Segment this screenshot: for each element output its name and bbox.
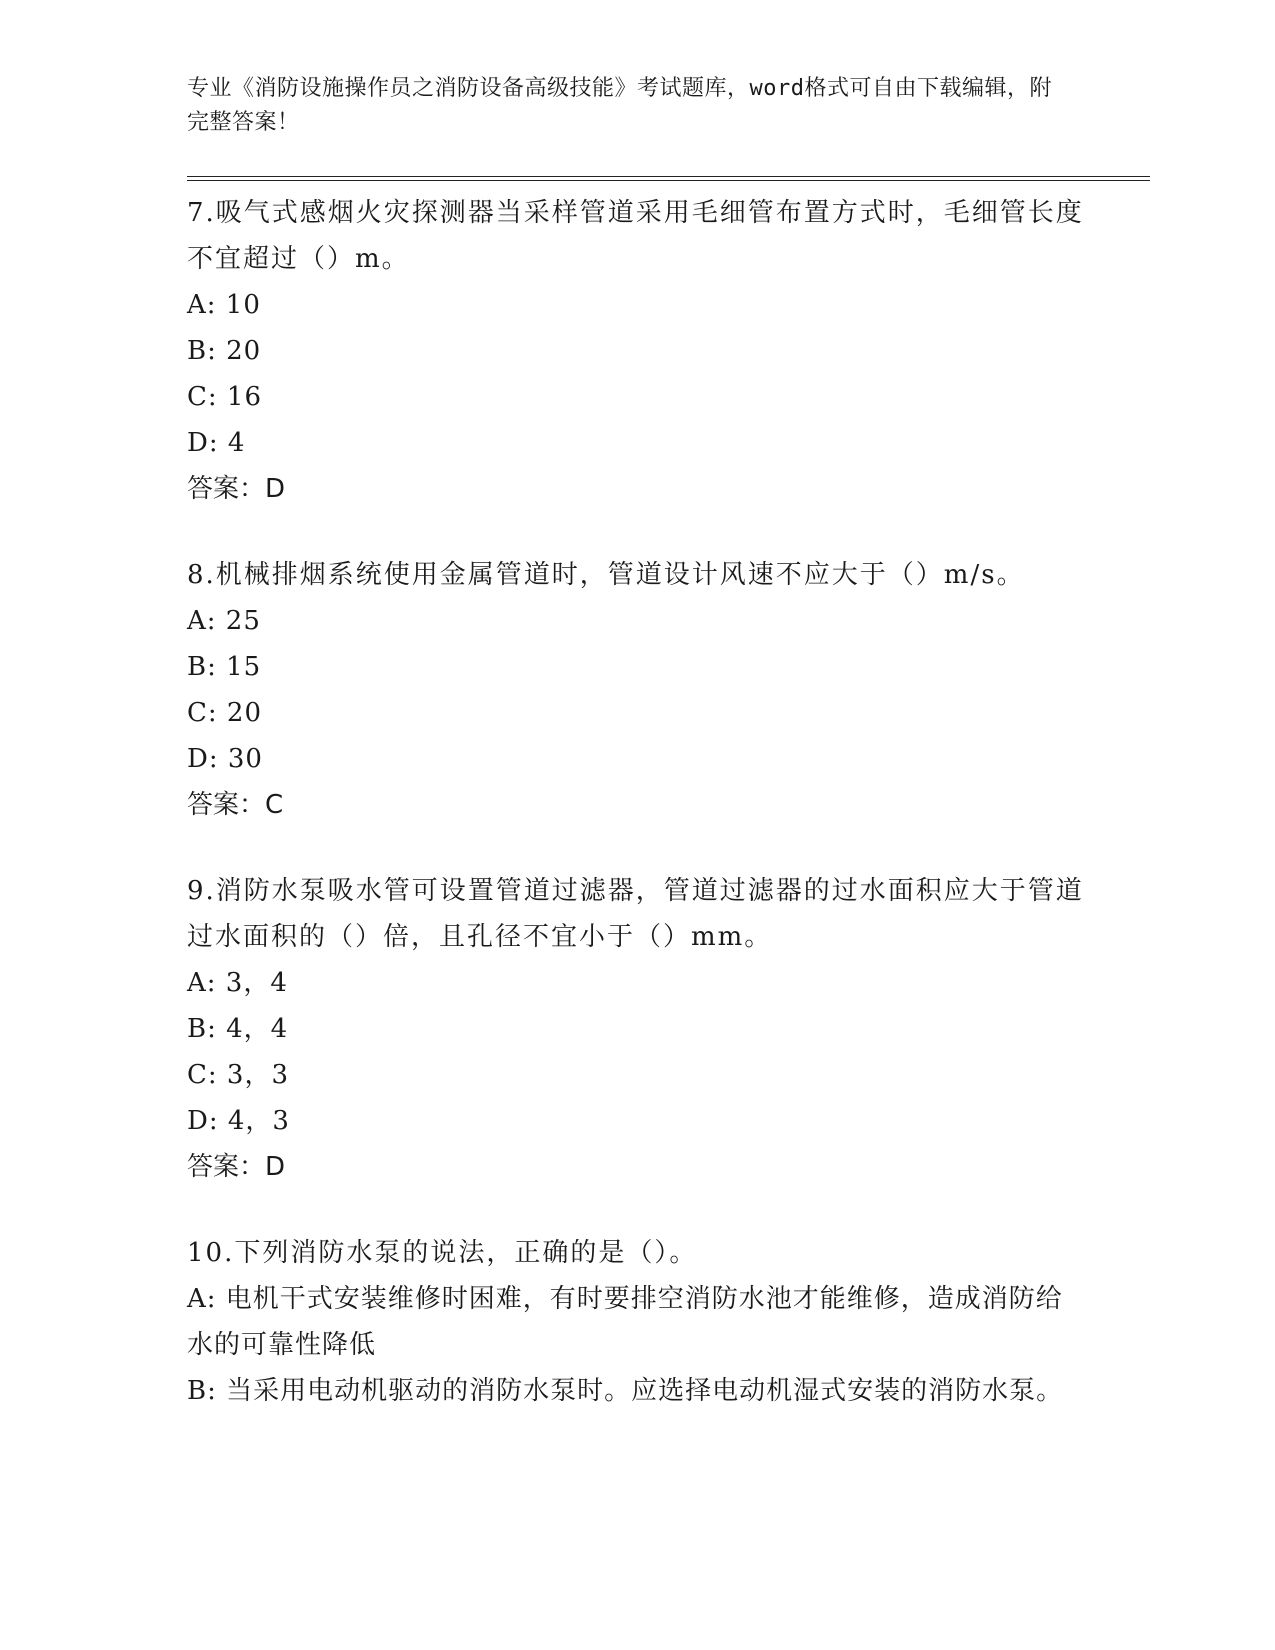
header-divider — [187, 176, 1150, 181]
option-a: A: 3，4 — [187, 968, 288, 998]
option-c: C: 3，3 — [187, 1060, 290, 1090]
option-b: B: 20 — [187, 336, 262, 366]
question-stem: 9.消防水泵吸水管可设置管道过滤器，管道过滤器的过水面积应大于管道过水面积的（）倍，且孔径不宜小于（）mm。 — [187, 876, 1084, 952]
option-a: A: 电机干式安装维修时困难，有时要排空消防水池才能维修，造成消防给水的可靠性降低 — [187, 1284, 1063, 1360]
question-7 — [187, 190, 1087, 512]
answer: 答案：D — [187, 1152, 286, 1182]
question-10 — [187, 1230, 1087, 1414]
option-d: D: 4 — [187, 428, 246, 458]
option-d: D: 4，3 — [187, 1106, 290, 1136]
answer: 答案：C — [187, 790, 284, 820]
option-c: C: 16 — [187, 382, 263, 412]
question-list — [187, 190, 1087, 1454]
option-a: A: 10 — [187, 290, 261, 320]
question-stem: 7.吸气式感烟火灾探测器当采样管道采用毛细管布置方式时，毛细管长度不宜超过（）m。 — [187, 198, 1084, 274]
question-9 — [187, 868, 1087, 1190]
option-b: B: 当采用电动机驱动的消防水泵时。应选择电动机湿式安装的消防水泵。 — [187, 1376, 1064, 1406]
answer: 答案：D — [187, 474, 286, 504]
option-d: D: 30 — [187, 744, 263, 774]
document-header: 专业《消防设施操作员之消防设备高级技能》考试题库，word格式可自由下载编辑，附完整答案！ — [187, 76, 1052, 135]
option-b: B: 15 — [187, 652, 262, 682]
option-a: A: 25 — [187, 606, 261, 636]
option-c: C: 20 — [187, 698, 263, 728]
question-stem: 8.机械排烟系统使用金属管道时，管道设计风速不应大于（）m/s。 — [187, 560, 1025, 590]
question-8 — [187, 552, 1087, 828]
question-stem: 10.下列消防水泵的说法，正确的是（）。 — [187, 1238, 698, 1268]
option-b: B: 4，4 — [187, 1014, 289, 1044]
